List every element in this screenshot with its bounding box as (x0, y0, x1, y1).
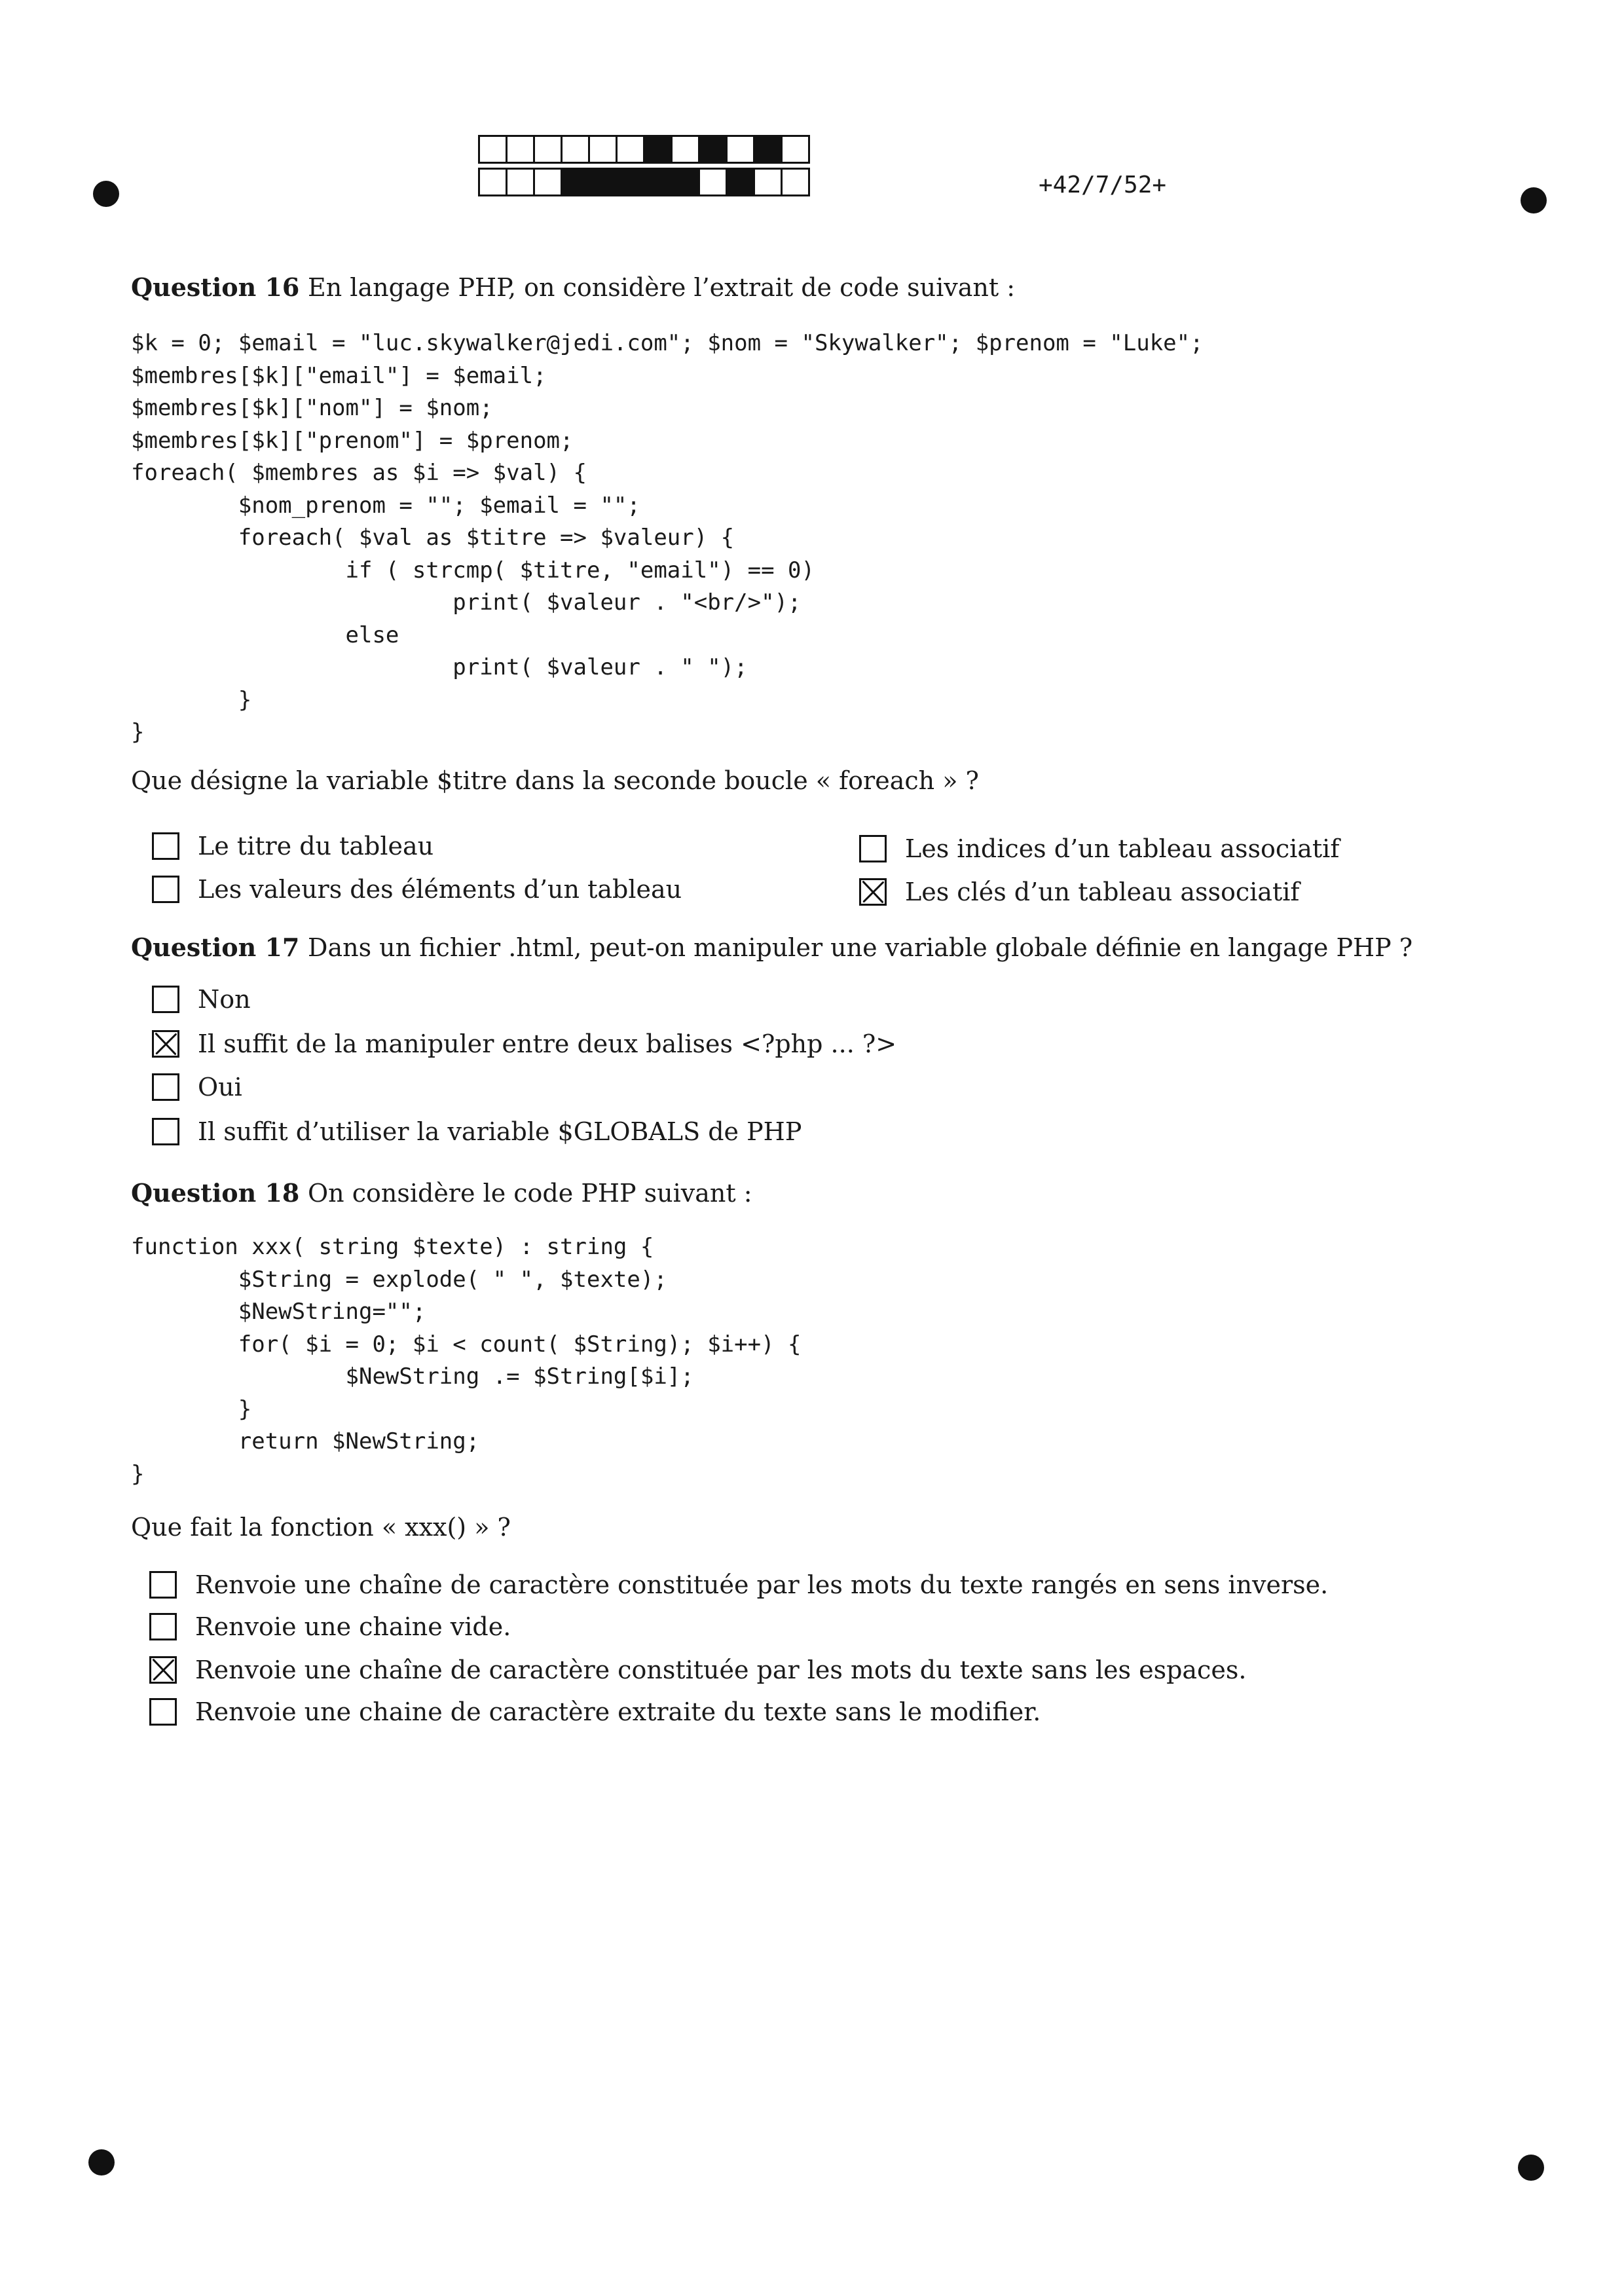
question-label: Question 18 (131, 1178, 300, 1208)
checkbox[interactable] (152, 876, 179, 903)
barcode-cell (506, 168, 535, 196)
barcode-cell (616, 168, 645, 196)
option-label: Renvoie une chaîne de caractère constituée par les mots du texte sans les espaces. (195, 1656, 1247, 1684)
option-label: Il suffit de la manipuler entre deux balises <?php ... ?> (198, 1029, 897, 1058)
registration-mark (93, 181, 119, 207)
checkbox[interactable] (149, 1656, 177, 1684)
option-label: Renvoie une chaîne de caractère constituée par les mots du texte rangés en sens inverse. (195, 1570, 1329, 1599)
barcode-cell (671, 168, 700, 196)
option-label: Renvoie une chaine de caractère extraite du texte sans le modifier. (195, 1697, 1041, 1726)
barcode-cell (781, 135, 810, 164)
question-prompt: Que fait la fonction « xxx() » ? (131, 1513, 511, 1542)
code-block: $k = 0; $email = "luc.skywalker@jedi.com"; $nom = "Skywalker"; $prenom = "Luke"; $membres[$k]["email"] = $email; $membres[$k]["nom"] = $nom; $membres[$k]["prenom"] = $prenom; foreach( $membres as $i => $val) { $nom_prenom = ""; $email = ""; foreach( $val as $titre => $valeur) { if ( strcmp( $titre, "email") == 0) print( $valeur . "<br/>"); else print( $valeur . " "); } } (131, 330, 1204, 745)
page-id: +42/7/52+ (1039, 172, 1167, 198)
cross-mark-icon (154, 1032, 177, 1056)
checkbox[interactable] (149, 1698, 177, 1726)
registration-mark (88, 2149, 115, 2176)
barcode-cell (588, 135, 618, 164)
answer-option[interactable] (152, 985, 251, 1014)
question-16-heading (131, 272, 1015, 302)
option-label: Les indices d’un tableau associatif (905, 834, 1340, 863)
barcode-cell (506, 135, 535, 164)
barcode-cell (726, 168, 755, 196)
checkbox[interactable] (149, 1571, 177, 1599)
answer-option[interactable] (152, 1029, 896, 1058)
option-label: Les valeurs des éléments d’un tableau (198, 875, 682, 904)
barcode-cell (753, 135, 783, 164)
barcode-cell (643, 135, 673, 164)
checkbox[interactable] (149, 1613, 177, 1640)
answer-option[interactable] (152, 875, 682, 904)
barcode-cell (561, 168, 590, 196)
answer-option[interactable] (859, 834, 1339, 863)
barcode-cell (643, 168, 673, 196)
registration-mark (1521, 187, 1547, 213)
barcode-cell (588, 168, 618, 196)
checkbox[interactable] (152, 1118, 179, 1145)
answer-option[interactable] (859, 878, 1299, 906)
question-text: Dans un fichier .html, peut-on manipuler une variable globale définie en langage PHP ? (308, 933, 1413, 962)
checkbox[interactable] (152, 986, 179, 1013)
checkbox[interactable] (152, 1073, 179, 1101)
barcode-cell (533, 168, 563, 196)
registration-mark (1518, 2155, 1544, 2181)
option-label: Renvoie une chaine vide. (195, 1612, 511, 1641)
answer-option[interactable] (152, 1117, 802, 1146)
answer-option[interactable] (149, 1656, 1246, 1684)
question-17-heading (131, 933, 1412, 962)
code-block: function xxx( string $texte) : string { $String = explode( " ", $texte); $NewString=""; for( $i = 0; $i < count( $String); $i++) { $NewString .= $String[$i]; } return $NewString; } (131, 1234, 802, 1487)
question-text: On considère le code PHP suivant : (308, 1179, 752, 1208)
checkbox[interactable] (859, 835, 887, 862)
question-text: En langage PHP, on considère l’extrait de code suivant : (308, 273, 1016, 302)
barcode-cell (671, 135, 700, 164)
answer-option[interactable] (152, 1073, 242, 1102)
answer-option[interactable] (149, 1697, 1041, 1726)
barcode-row (478, 135, 808, 164)
barcode-cell (781, 168, 810, 196)
question-label: Question 16 (131, 272, 300, 302)
barcode-cell (561, 135, 590, 164)
barcode-cell (698, 135, 728, 164)
barcode-cell (478, 135, 507, 164)
option-label: Oui (198, 1073, 242, 1102)
cross-mark-icon (151, 1658, 175, 1682)
barcode-cell (726, 135, 755, 164)
question-18-heading (131, 1178, 752, 1208)
answer-option[interactable] (152, 832, 434, 861)
barcode-cell (533, 135, 563, 164)
checkbox[interactable] (152, 1030, 179, 1058)
cross-mark-icon (861, 880, 885, 904)
barcode-cell (753, 168, 783, 196)
option-label: Non (198, 985, 251, 1014)
barcode-cell (698, 168, 728, 196)
checkbox[interactable] (152, 832, 179, 860)
checkbox[interactable] (859, 878, 887, 906)
answer-option[interactable] (149, 1612, 511, 1641)
option-label: Il suffit d’utiliser la variable $GLOBALS de PHP (198, 1117, 802, 1146)
barcode-row (478, 168, 808, 196)
question-label: Question 17 (131, 933, 300, 962)
answer-option[interactable] (149, 1570, 1328, 1599)
question-prompt: Que désigne la variable $titre dans la seconde boucle « foreach » ? (131, 766, 979, 795)
barcode-cell (616, 135, 645, 164)
option-label: Le titre du tableau (198, 832, 434, 861)
option-label: Les clés d’un tableau associatif (905, 878, 1300, 906)
barcode-cell (478, 168, 507, 196)
